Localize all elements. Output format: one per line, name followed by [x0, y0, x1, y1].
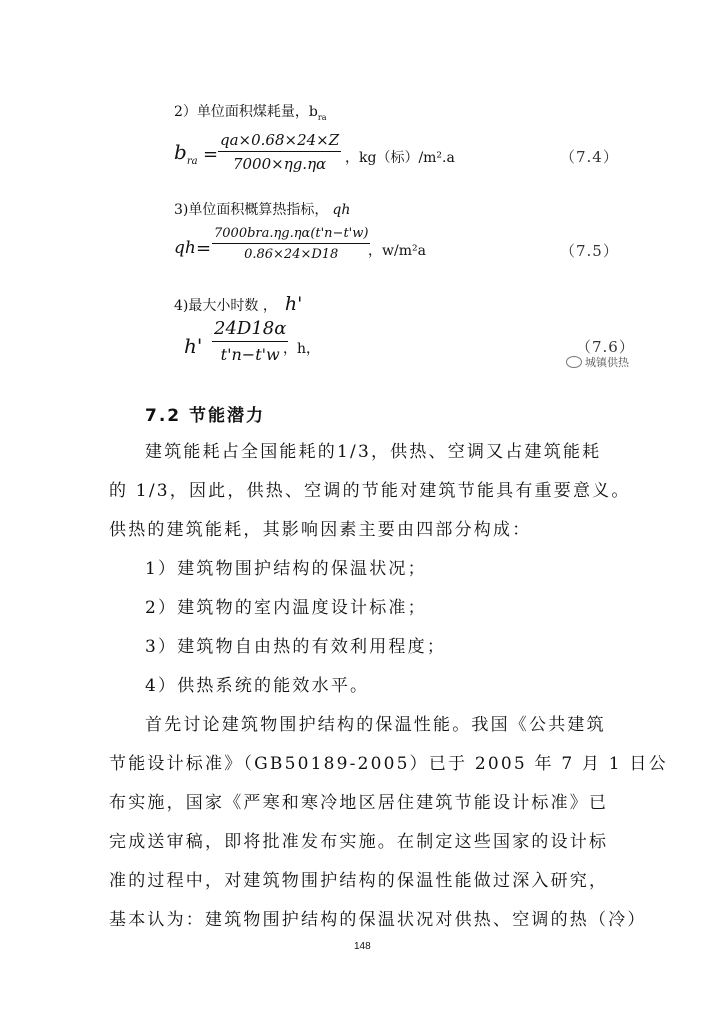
formula-7-4-lhs: $b_{ra}$: [174, 140, 198, 167]
formula-7-4-unit: ，kg（标）/m².a: [345, 150, 455, 166]
formula-7-6-number: （7.6）: [576, 338, 635, 356]
formula-7-6-lhs: h': [184, 334, 203, 358]
formula-7-4-label: 2）单位面积煤耗量，$b_{ra}$: [174, 104, 327, 122]
formula-7-5-lhs: qh: [174, 238, 196, 258]
formula-7-6-fraction: [212, 318, 288, 364]
watermark: 城镇供热: [566, 354, 629, 370]
formula-7-5-label: 3)单位面积概算热指标， qh: [174, 202, 351, 218]
equals-sign: =: [196, 238, 212, 259]
formula-7-6-numerator: 24D18α: [212, 318, 288, 342]
paragraph-line: 建筑能耗占全国能耗的1/3，供热、空调又占建筑能耗: [145, 442, 602, 462]
list-item: 4）供热系统的能效水平。: [145, 676, 370, 696]
equals-sign: =: [203, 144, 219, 165]
paragraph-line: 节能设计标准》（GB50189-2005）已于 2005 年 7 月 1 日公: [109, 754, 668, 774]
formula-7-4-denominator: 7000×ηg.ηα: [232, 155, 327, 173]
formula-7-5-fraction: [212, 226, 370, 262]
chat-bubble-icon: [566, 356, 582, 368]
paragraph-line: 的 1/3，因此，供热、空调的节能对建筑节能具有重要意义。: [109, 481, 631, 501]
page-number: 148: [354, 941, 371, 952]
paragraph-line: 布实施，国家《严寒和寒冷地区居住建筑节能设计标准》已: [109, 793, 609, 813]
paragraph-line: 完成送审稿，即将批准发布实施。在制定这些国家的设计标: [109, 832, 609, 852]
formula-7-6-label: 4)最大小时数 ， h': [174, 293, 303, 315]
list-item: 2）建筑物的室内温度设计标准；: [145, 598, 427, 618]
formula-7-4-numerator: qa×0.68×24×Z: [218, 131, 341, 152]
paragraph-line: 供热的建筑能耗，其影响因素主要由四部分构成：: [109, 520, 532, 540]
formula-7-5-denominator: 0.86×24×D18: [244, 247, 339, 262]
formula-7-4-number: （7.4）: [560, 148, 619, 166]
formula-7-6-denominator: t'n−t'w: [220, 345, 280, 364]
formula-7-4-fraction: [218, 131, 341, 173]
paragraph-line: 首先讨论建筑物围护结构的保温性能。我国《公共建筑: [145, 715, 606, 735]
formula-7-6-unit: ，h，: [283, 341, 321, 357]
section-heading: 7.2 节能潜力: [145, 406, 266, 426]
formula-7-5-numerator: 7000bra.ηg.ηα(t'n−t'w): [212, 226, 370, 244]
formula-7-5-unit: ，w/m²a: [368, 243, 426, 259]
paragraph-line: 基本认为：建筑物围护结构的保温状况对供热、空调的热（冷）: [109, 910, 647, 930]
list-item: 3）建筑物自由热的有效利用程度；: [145, 637, 447, 657]
formula-7-5-number: （7.5）: [560, 242, 619, 260]
list-item: 1）建筑物围护结构的保温状况；: [145, 559, 427, 579]
paragraph-line: 准的过程中，对建筑物围护结构的保温性能做过深入研究，: [109, 871, 609, 891]
